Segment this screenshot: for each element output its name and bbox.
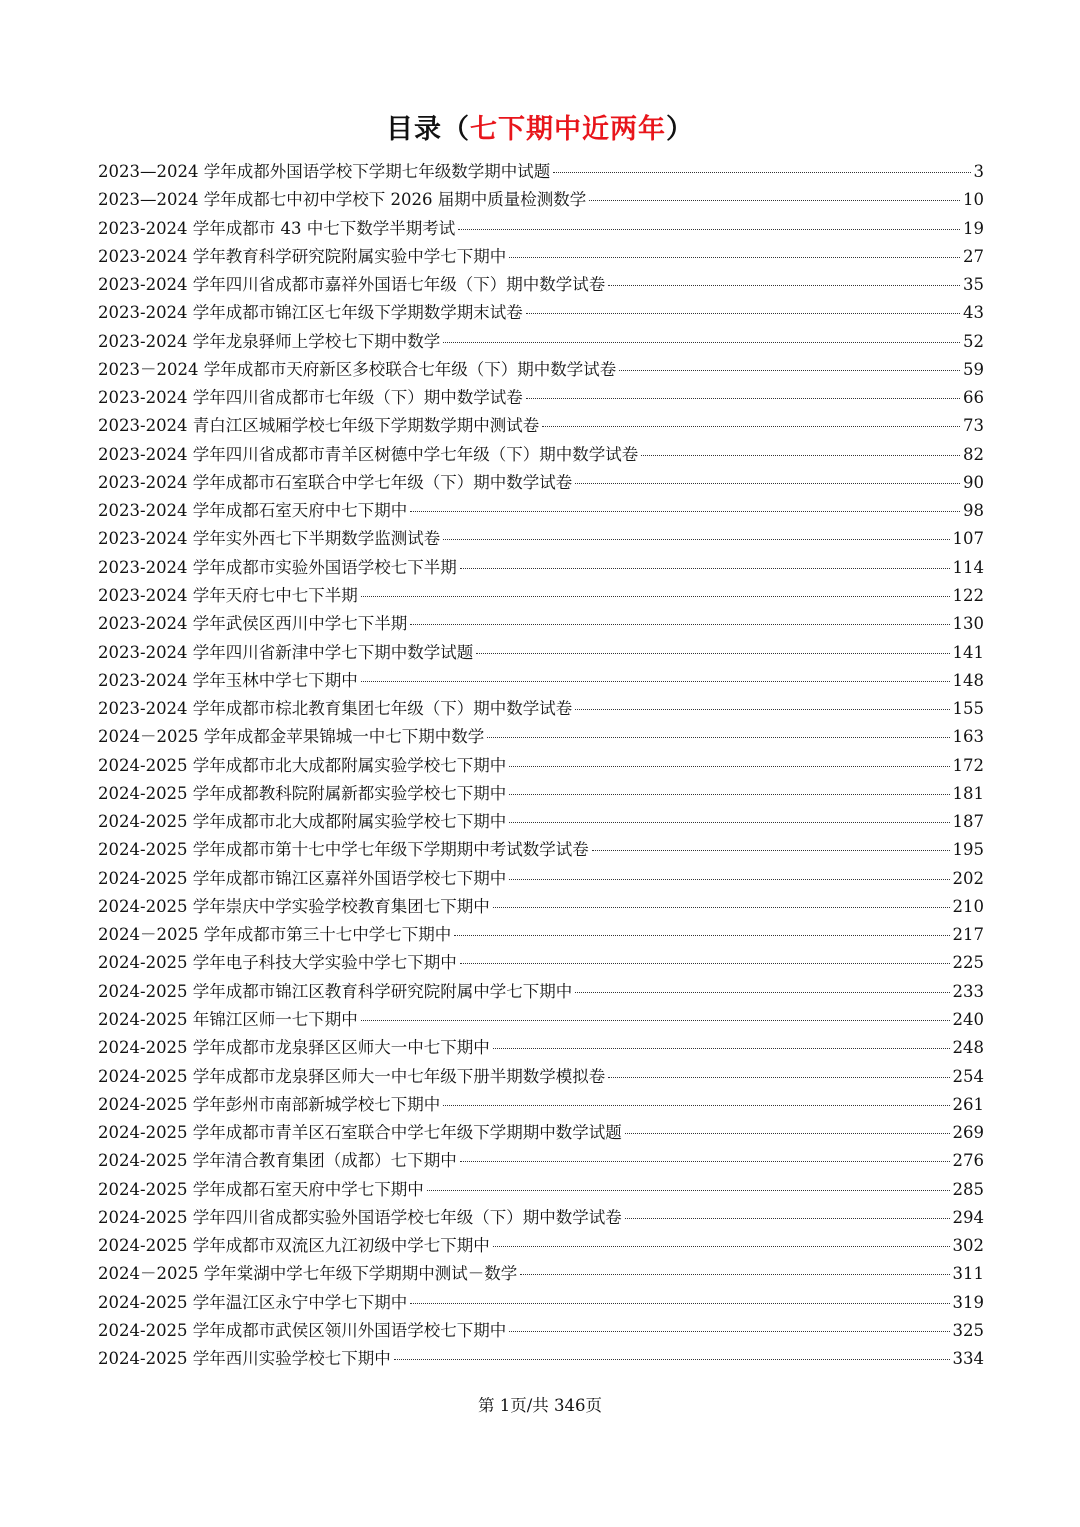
toc-entry-title: 2024-2025 学年电子科技大学实验中学七下期中 xyxy=(98,953,457,973)
toc-entry-page: 19 xyxy=(963,218,984,238)
toc-entry-page: 202 xyxy=(952,868,984,888)
dot-leader xyxy=(460,963,950,964)
toc-entry-page: 254 xyxy=(952,1066,984,1086)
toc-entry-page: 35 xyxy=(963,275,984,295)
dot-leader xyxy=(520,1274,949,1275)
toc-entry[interactable] xyxy=(98,1006,984,1034)
toc-entry[interactable] xyxy=(98,215,984,243)
toc-entry-title: 2024-2025 学年成都市龙泉驿区区师大一中七下期中 xyxy=(98,1038,490,1058)
toc-entry-page: 90 xyxy=(963,472,984,492)
toc-entry-page: 181 xyxy=(952,783,984,803)
toc-entry-page: 334 xyxy=(952,1349,984,1369)
toc-entry-title: 2024-2025 学年四川省成都实验外国语学校七年级（下）期中数学试卷 xyxy=(98,1207,622,1227)
toc-entry[interactable] xyxy=(98,158,984,186)
toc-entry-page: 187 xyxy=(952,812,984,832)
toc-entry[interactable] xyxy=(98,1317,984,1345)
toc-entry[interactable] xyxy=(98,412,984,440)
dot-leader xyxy=(641,455,960,456)
dot-leader xyxy=(410,511,960,512)
dot-leader xyxy=(575,992,949,993)
toc-entry-title: 2023-2024 学年四川省成都市嘉祥外国语七年级（下）期中数学试卷 xyxy=(98,275,606,295)
toc-entry-title: 2023-2024 青白江区城厢学校七年级下学期数学期中测试卷 xyxy=(98,416,540,436)
toc-entry[interactable] xyxy=(98,949,984,977)
toc-entry-title: 2024-2025 学年成都市龙泉驿区师大一中七年级下册半期数学模拟卷 xyxy=(98,1066,606,1086)
toc-entry-title: 2023-2024 学年玉林中学七下期中 xyxy=(98,670,358,690)
dot-leader xyxy=(361,596,950,597)
toc-entry[interactable] xyxy=(98,667,984,695)
dot-leader xyxy=(542,426,960,427)
dot-leader xyxy=(493,1048,950,1049)
toc-entry[interactable] xyxy=(98,1091,984,1119)
toc-entry-title: 2024-2025 学年成都市北大成都附属实验学校七下期中 xyxy=(98,812,507,832)
toc-entry-page: 148 xyxy=(952,670,984,690)
toc-entry-page: 325 xyxy=(952,1320,984,1340)
toc-entry-title: 2024-2025 学年成都市第十七中学七年级下学期期中考试数学试卷 xyxy=(98,840,589,860)
toc-entry-title: 2024-2025 学年清合教育集团（成都）七下期中 xyxy=(98,1151,457,1171)
toc-entry[interactable] xyxy=(98,271,984,299)
toc-entry-page: 269 xyxy=(952,1123,984,1143)
toc-entry-title: 2024-2025 学年崇庆中学实验学校教育集团七下期中 xyxy=(98,896,490,916)
toc-entry[interactable] xyxy=(98,1260,984,1288)
toc-entry-page: 195 xyxy=(952,840,984,860)
toc-entry[interactable] xyxy=(98,243,984,271)
dot-leader xyxy=(493,907,950,908)
dot-leader xyxy=(589,200,960,201)
toc-entry[interactable] xyxy=(98,780,984,808)
toc-entry[interactable] xyxy=(98,695,984,723)
dot-leader xyxy=(454,935,949,936)
toc-entry-page: 10 xyxy=(963,190,984,210)
toc-entry-page: 130 xyxy=(952,614,984,634)
toc-entry[interactable] xyxy=(98,921,984,949)
toc-entry[interactable] xyxy=(98,441,984,469)
toc-entry[interactable] xyxy=(98,1345,984,1373)
toc-entry-page: 217 xyxy=(952,925,984,945)
toc-entry-title: 2024-2025 学年成都石室天府中学七下期中 xyxy=(98,1179,424,1199)
dot-leader xyxy=(458,229,960,230)
toc-entry[interactable] xyxy=(98,836,984,864)
toc-entry[interactable] xyxy=(98,1232,984,1260)
toc-entry-title: 2024-2025 年锦江区师一七下期中 xyxy=(98,1009,358,1029)
toc-entry-title: 2023－2024 学年成都市天府新区多校联合七年级（下）期中数学试卷 xyxy=(98,359,617,379)
toc-entry-title: 2023-2024 学年成都石室天府中七下期中 xyxy=(98,501,408,521)
toc-entry-page: 114 xyxy=(952,557,984,577)
toc-entry-page: 52 xyxy=(963,331,984,351)
toc-entry-page: 73 xyxy=(963,416,984,436)
toc-entry-title: 2023-2024 学年天府七中七下半期 xyxy=(98,585,358,605)
dot-leader xyxy=(509,1331,949,1332)
toc-entry-title: 2024-2025 学年成都市锦江区教育科学研究院附属中学七下期中 xyxy=(98,981,573,1001)
dot-leader xyxy=(575,483,960,484)
dot-leader xyxy=(427,1190,950,1191)
dot-leader xyxy=(410,624,949,625)
toc-entry-title: 2023-2024 学年实外西七下半期数学监测试卷 xyxy=(98,529,441,549)
toc-entry-title: 2023-2024 学年武侯区西川中学七下半期 xyxy=(98,614,408,634)
toc-entry-page: 240 xyxy=(952,1009,984,1029)
toc-entry-title: 2024-2025 学年西川实验学校七下期中 xyxy=(98,1349,391,1369)
dot-leader xyxy=(509,766,949,767)
toc-entry-page: 3 xyxy=(973,162,984,181)
dot-leader xyxy=(443,342,960,343)
toc-entry-page: 82 xyxy=(963,444,984,464)
toc-entry[interactable] xyxy=(98,469,984,497)
title-prefix: 目录（ xyxy=(386,114,470,145)
toc-entry[interactable] xyxy=(98,639,984,667)
toc-entry[interactable] xyxy=(98,497,984,525)
toc-entry-title: 2023-2024 学年成都市石室联合中学七年级（下）期中数学试卷 xyxy=(98,472,573,492)
toc-entry[interactable] xyxy=(98,1176,984,1204)
toc-entry-page: 27 xyxy=(963,246,984,266)
title-highlight: 七下期中近两年 xyxy=(470,114,666,145)
toc-entry[interactable] xyxy=(98,1147,984,1175)
toc-entry[interactable] xyxy=(98,1034,984,1062)
dot-leader xyxy=(575,709,949,710)
toc-entry-title: 2024-2025 学年成都市北大成都附属实验学校七下期中 xyxy=(98,755,507,775)
toc-entry-title: 2024-2025 学年成都市武侯区领川外国语学校七下期中 xyxy=(98,1320,507,1340)
toc-entry[interactable] xyxy=(98,893,984,921)
toc-entry-title: 2023-2024 学年成都市棕北教育集团七年级（下）期中数学试卷 xyxy=(98,699,573,719)
toc-entry-title: 2023-2024 学年龙泉驿师上学校七下期中数学 xyxy=(98,331,441,351)
toc-entry-page: 311 xyxy=(952,1264,984,1284)
dot-leader xyxy=(476,653,949,654)
dot-leader xyxy=(361,1020,950,1021)
toc-entry-page: 98 xyxy=(963,501,984,521)
toc-entry-page: 59 xyxy=(963,359,984,379)
toc-entry-page: 141 xyxy=(952,642,984,662)
dot-leader xyxy=(460,568,950,569)
toc-entry-page: 210 xyxy=(952,896,984,916)
toc-entry[interactable] xyxy=(98,525,984,553)
title-suffix: ） xyxy=(666,114,694,145)
toc-entry[interactable] xyxy=(98,299,984,327)
toc-entry[interactable] xyxy=(98,384,984,412)
dot-leader xyxy=(592,850,950,851)
dot-leader xyxy=(608,1077,949,1078)
toc-entry[interactable] xyxy=(98,610,984,638)
dot-leader xyxy=(493,1246,950,1247)
table-of-contents xyxy=(98,158,984,1373)
toc-entry-page: 163 xyxy=(952,727,984,747)
toc-entry-page: 233 xyxy=(952,981,984,1001)
toc-entry-title: 2023-2024 学年成都市锦江区七年级下学期数学期末试卷 xyxy=(98,303,523,323)
toc-entry[interactable] xyxy=(98,582,984,610)
toc-entry-title: 2023-2024 学年四川省成都市七年级（下）期中数学试卷 xyxy=(98,388,523,408)
toc-entry-page: 172 xyxy=(952,755,984,775)
dot-leader xyxy=(410,1303,949,1304)
toc-entry[interactable] xyxy=(98,752,984,780)
toc-entry-title: 2023—2024 学年成都七中初中学校下 2026 届期中质量检测数学 xyxy=(98,190,587,210)
toc-entry-page: 294 xyxy=(952,1207,984,1227)
toc-entry[interactable] xyxy=(98,554,984,582)
dot-leader xyxy=(443,1105,949,1106)
toc-entry-title: 2023-2024 学年成都市 43 中七下数学半期考试 xyxy=(98,218,456,238)
dot-leader xyxy=(509,794,949,795)
toc-entry[interactable] xyxy=(98,865,984,893)
toc-entry-page: 319 xyxy=(952,1292,984,1312)
dot-leader xyxy=(361,681,950,682)
toc-entry-title: 2024－2025 学年棠湖中学七年级下学期期中测试－数学 xyxy=(98,1264,518,1284)
toc-entry-page: 285 xyxy=(952,1179,984,1199)
toc-entry-title: 2024-2025 学年温江区永宁中学七下期中 xyxy=(98,1292,408,1312)
toc-entry-title: 2024-2025 学年成都市锦江区嘉祥外国语学校七下期中 xyxy=(98,868,507,888)
toc-entry[interactable] xyxy=(98,186,984,214)
toc-entry-page: 66 xyxy=(963,388,984,408)
dot-leader xyxy=(526,398,960,399)
toc-entry-page: 302 xyxy=(952,1236,984,1256)
toc-entry[interactable] xyxy=(98,1119,984,1147)
toc-entry[interactable] xyxy=(98,1063,984,1091)
dot-leader xyxy=(625,1218,950,1219)
dot-leader xyxy=(509,822,949,823)
dot-leader xyxy=(526,313,960,314)
toc-entry[interactable] xyxy=(98,328,984,356)
dot-leader xyxy=(553,172,970,173)
toc-entry-page: 261 xyxy=(952,1094,984,1114)
toc-entry-title: 2024-2025 学年成都市双流区九江初级中学七下期中 xyxy=(98,1236,490,1256)
dot-leader xyxy=(625,1133,950,1134)
toc-entry[interactable] xyxy=(98,808,984,836)
toc-entry[interactable] xyxy=(98,1289,984,1317)
toc-entry-page: 248 xyxy=(952,1038,984,1058)
toc-entry-title: 2024-2025 学年彭州市南部新城学校七下期中 xyxy=(98,1094,441,1114)
dot-leader xyxy=(619,370,960,371)
toc-entry-title: 2023-2024 学年四川省新津中学七下期中数学试题 xyxy=(98,642,474,662)
page-footer: 第 1页/共 346页 xyxy=(477,1396,603,1415)
dot-leader xyxy=(443,539,949,540)
toc-entry-page: 43 xyxy=(963,303,984,323)
toc-entry-title: 2024－2025 学年成都市第三十七中学七下期中 xyxy=(98,925,452,945)
toc-entry-title: 2023—2024 学年成都外国语学校下学期七年级数学期中试题 xyxy=(98,162,551,181)
dot-leader xyxy=(509,879,949,880)
toc-entry[interactable] xyxy=(98,1204,984,1232)
toc-entry[interactable] xyxy=(98,723,984,751)
dot-leader xyxy=(509,257,960,258)
toc-entry-page: 225 xyxy=(952,953,984,973)
toc-entry-page: 155 xyxy=(952,699,984,719)
dot-leader xyxy=(608,285,960,286)
toc-entry-page: 122 xyxy=(952,585,984,605)
toc-entry-page: 107 xyxy=(952,529,984,549)
dot-leader xyxy=(487,737,949,738)
toc-entry-title: 2023-2024 学年教育科学研究院附属实验中学七下期中 xyxy=(98,246,507,266)
dot-leader xyxy=(394,1359,950,1360)
toc-entry-title: 2024-2025 学年成都教科院附属新都实验学校七下期中 xyxy=(98,783,507,803)
toc-entry[interactable] xyxy=(98,356,984,384)
toc-entry-page: 276 xyxy=(952,1151,984,1171)
toc-entry-title: 2023-2024 学年成都市实验外国语学校七下半期 xyxy=(98,557,457,577)
dot-leader xyxy=(460,1161,950,1162)
toc-entry-title: 2024－2025 学年成都金苹果锦城一中七下期中数学 xyxy=(98,727,485,747)
toc-entry-title: 2023-2024 学年四川省成都市青羊区树德中学七年级（下）期中数学试卷 xyxy=(98,444,639,464)
page-title xyxy=(0,112,1080,148)
toc-entry[interactable] xyxy=(98,978,984,1006)
toc-entry-title: 2024-2025 学年成都市青羊区石室联合中学七年级下学期期中数学试题 xyxy=(98,1123,622,1143)
